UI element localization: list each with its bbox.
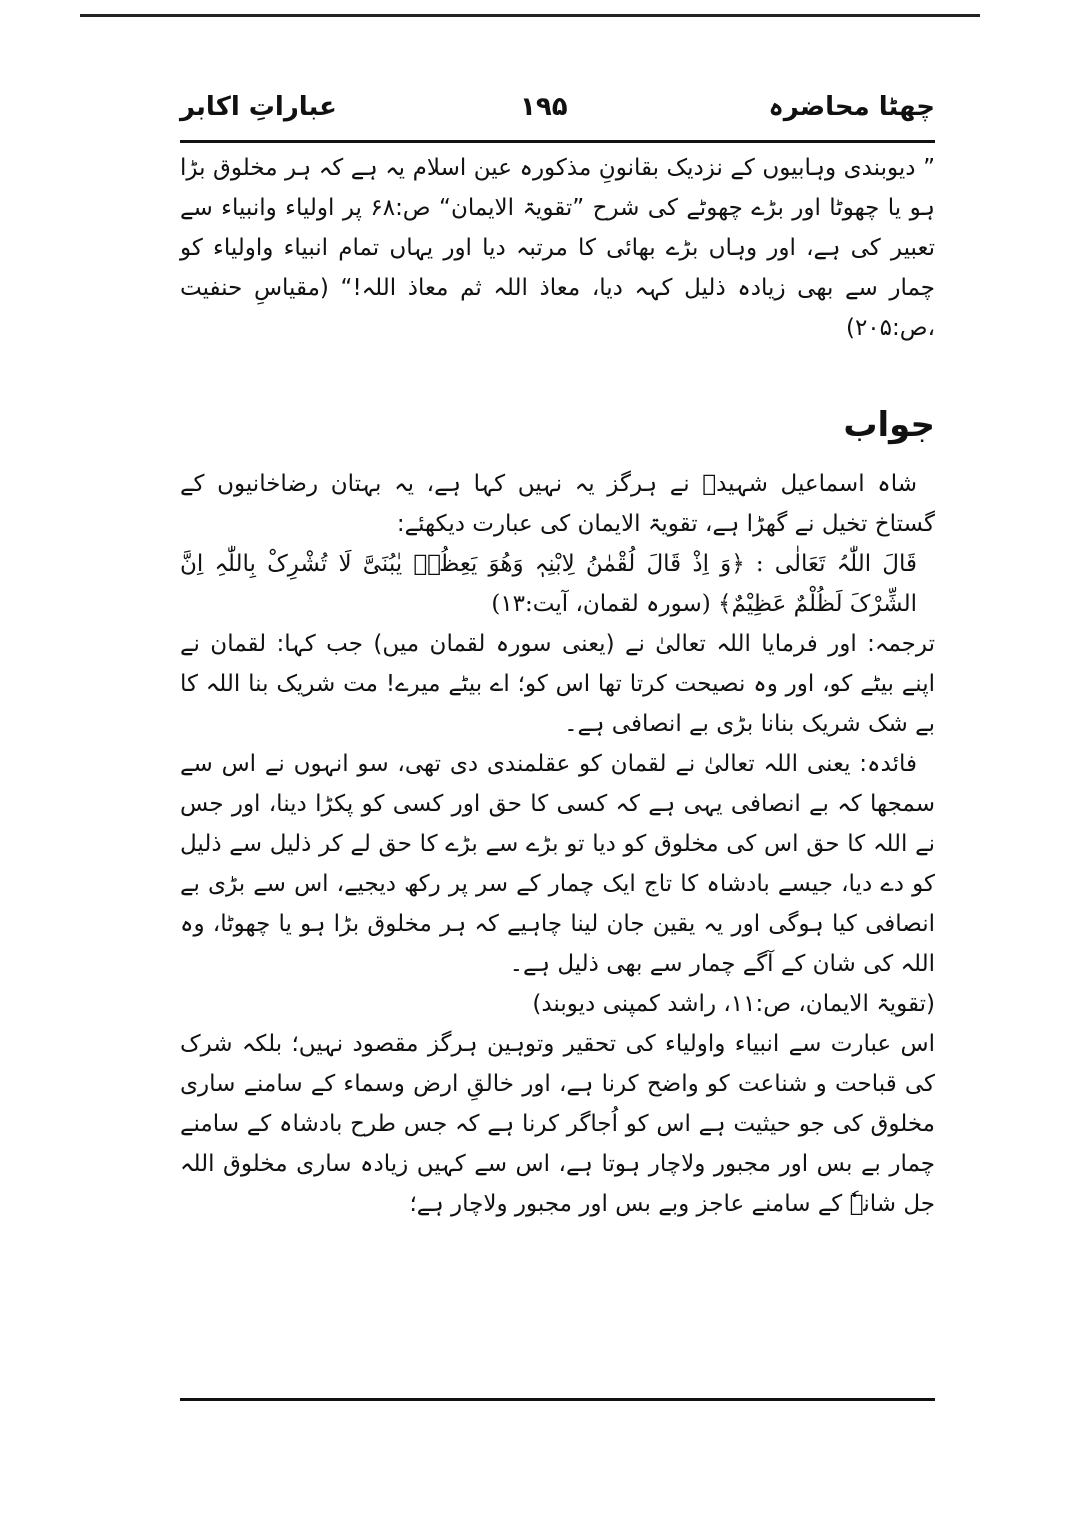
benefit-paragraph: فائدہ: یعنی اللہ تعالیٰ نے لقمان کو عقلمندی دی تھی، سو انہوں نے اس سے سمجھا کہ بے انصافی یہی ہے کہ کسی کا حق اور کسی کو پکڑا دینا، اور جس نے اللہ کا حق اس کی مخلوق کو دیا تو بڑے سے بڑے کا حق لے کر ذلیل سے ذلیل کو دے دیا، جیسے بادشاہ کا تاج ایک چمار کے سر پر رکھ دیجیے، اس سے بڑی بے انصافی کیا ہوگی اور یہ یقین جان لینا چاہیے کہ ہر مخلوق بڑا ہو یا چھوٹا، وہ اللہ کی شان کے آگے چمار سے بھی ذلیل ہے۔ [180,751,935,977]
conclusion-paragraph: اس عبارت سے انبیاء واولیاء کی تحقیر وتوہین ہرگز مقصود نہیں؛ بلکہ شرک کی قباحت و شناعت کو واضح کرنا ہے، اور خالقِ ارض وسماء کے سامنے ساری مخلوق کی جو حیثیت ہے اس کو اُجاگر کرنا ہے کہ جس طرح بادشاہ کے سامنے چمار بے بس اور مجبور ولاچار ہوتا ہے، اس سے کہیں زیادہ ساری مخلوق اللہ جل شانہٗ کے سامنے عاجز وبے بس اور مجبور ولاچار ہے؛ [180,1031,935,1217]
quoted-objection: ” دیوبندی وہابیوں کے نزدیک بقانونِ مذکورہ عین اسلام یہ ہے کہ ہر مخلوق بڑا ہو یا چھوٹا اور بڑے چھوٹے کی شرح ”تقویۃ الایمان“ ص:۶۸ پر اولیاء وانبیاء سے تعبیر کی ہے، اور وہاں بڑے بھائی کا مرتبہ دیا اور یہاں تمام انبیاء واولیاء کو چمار سے بھی زیادہ ذلیل کہہ دیا، معاذ اللہ ثم معاذ اللہ!“ (مقیاسِ حنفیت ،ص:۲۰۵) [180,155,935,341]
page-body [180,148,935,1224]
answer-intro-paragraph: شاہ اسماعیل شہیدؒ نے ہرگز یہ نہیں کہا ہے، یہ بہتان رضاخانیوں کے گستاخ تخیل نے گھڑا ہے، تقویۃ الایمان کی عبارت دیکھئے: [180,471,935,537]
translation-paragraph: ترجمہ: اور فرمایا اللہ تعالیٰ نے (یعنی سورہ لقمان میں) جب کہا: لقمان نے اپنے بیٹے کو، اور وہ نصیحت کرتا تھا اس کو؛ اے بیٹے میرے! مت شریک بنا اللہ کا بے شک شریک بنانا بڑی بے انصافی ہے۔ [180,631,935,737]
top-border-line [80,14,980,17]
source-reference: (تقویۃ الایمان، ص:۱۱، راشد کمپنی دیوبند) [532,991,935,1017]
answer-heading: جواب [843,405,935,445]
book-section-title: عباراتِ اکابر [180,92,337,122]
page-number: ۱۹۵ [520,92,568,122]
footer-divider [180,1398,935,1401]
quranic-verse: قَالَ اللّٰہُ تَعَالٰی : ﴿وَ اِذْ قَالَ لُقْمٰنُ لِابْنِہٖ وَھُوَ یَعِظُہٗ یٰبُنَیَّ لَا تُشْرِکْ بِاللّٰہِ اِنَّ الشِّرْکَ لَظُلْمٌ عَظِیْمٌ﴾ (سورہ لقمان، آیت:۱۳) [180,551,917,617]
header-divider [180,140,935,143]
page-header [180,92,935,136]
chapter-title: چھٹا محاضرہ [768,92,935,122]
